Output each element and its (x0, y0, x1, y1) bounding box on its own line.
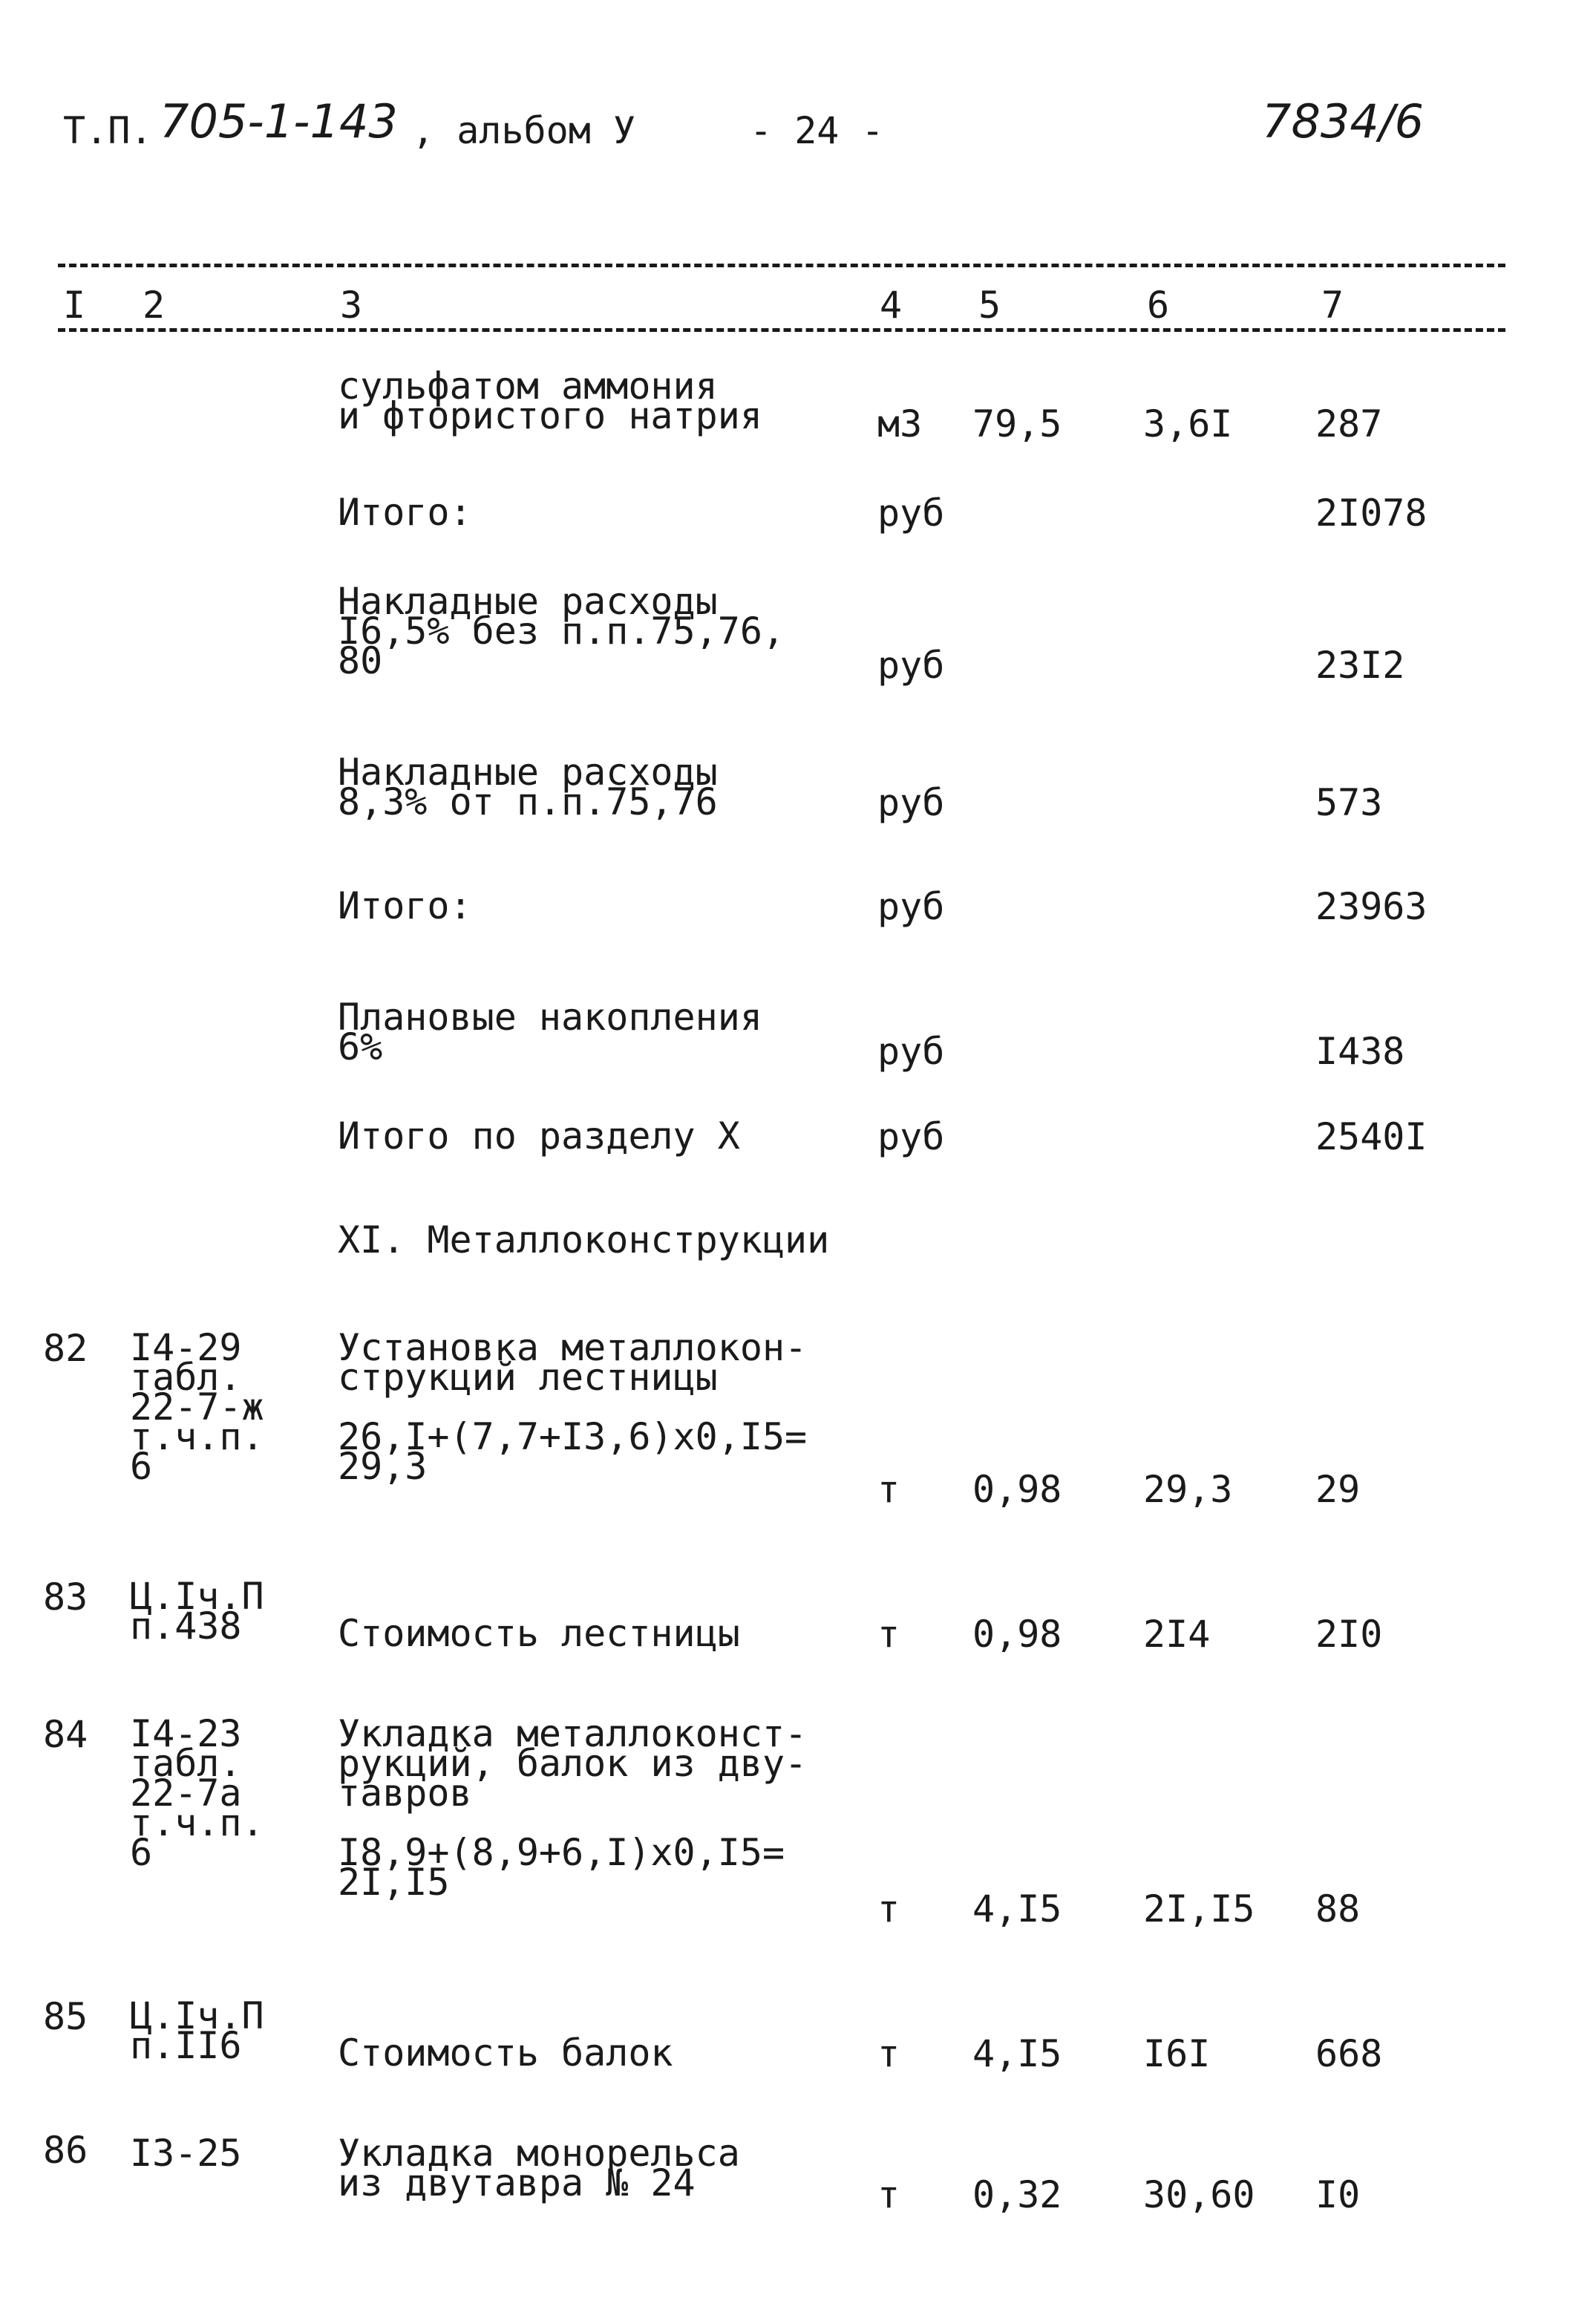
row-quantity: 0,32 (972, 2173, 1062, 2216)
page-number: - 24 - (750, 109, 884, 152)
row-reference: Ц.Iч.П п.438 (130, 1575, 264, 1648)
header-rule-bottom (58, 328, 1505, 332)
row-description: Накладные расходы 8,3% от п.п.75,76 (338, 751, 718, 823)
column-header-1: I (63, 284, 86, 327)
column-header-5: 5 (978, 284, 1001, 327)
row-reference: I4-29 табл. 22-7-ж т.ч.п. 6 (130, 1326, 264, 1488)
row-quantity: 4,I5 (972, 1887, 1062, 1930)
row-description: Установка металлокон- струкций лестницы 26,I+(7,7+I3,6)х0,I5= 29,3 (338, 1326, 808, 1488)
row-unit-price: 2I4 (1143, 1613, 1211, 1656)
row-unit: руб (877, 1030, 945, 1073)
column-header-3: 3 (340, 284, 363, 327)
column-header-6: 6 (1147, 284, 1170, 327)
row-unit: руб (877, 644, 945, 687)
row-total: 287 (1315, 402, 1383, 445)
row-total: 23I2 (1315, 644, 1405, 687)
row-unit: т (877, 1613, 900, 1656)
row-quantity: 4,I5 (972, 2032, 1062, 2075)
column-header-4: 4 (880, 284, 903, 327)
row-number: 86 (43, 2129, 88, 2172)
row-total: 2I078 (1315, 492, 1427, 535)
row-quantity: 0,98 (972, 1468, 1062, 1511)
row-description: Итого: (338, 884, 472, 927)
row-unit-price: 2I,I5 (1143, 1887, 1255, 1930)
column-header-2: 2 (143, 284, 166, 327)
row-unit: руб (877, 885, 945, 928)
row-description: Укладка металлоконст- рукций, балок из дву- тавров I8,9+(8,9+6,I)х0,I5= 2I,I5 (338, 1712, 808, 1904)
row-quantity: 0,98 (972, 1613, 1062, 1656)
section-heading: XI. Металлоконструкции (338, 1218, 830, 1261)
row-unit: м3 (877, 402, 923, 445)
row-total: 668 (1315, 2032, 1383, 2075)
row-unit-price: 30,60 (1143, 2173, 1255, 2216)
row-total: I438 (1315, 1030, 1405, 1073)
row-number: 82 (43, 1327, 88, 1370)
tp-prefix: Т.П. (63, 109, 153, 152)
row-unit-price: 29,3 (1143, 1468, 1233, 1511)
row-unit: т (877, 1887, 900, 1930)
row-description: Итого: (338, 491, 472, 534)
row-description: Укладка монорельса из двутавра № 24 (338, 2132, 740, 2204)
album-label: , альбом У (412, 109, 636, 152)
row-reference: I3-25 (130, 2132, 242, 2175)
row-reference: Ц.Iч.П п.II6 (130, 1994, 264, 2067)
header-rule-top (58, 264, 1505, 267)
row-number: 85 (43, 1995, 88, 2038)
row-description: Стоимость лестницы (338, 1612, 740, 1655)
row-total: 573 (1315, 781, 1383, 824)
row-description: Накладные расходы I6,5% без п.п.75,76, 80 (338, 580, 785, 682)
column-header-7: 7 (1321, 284, 1344, 327)
row-number: 84 (43, 1713, 88, 1756)
row-unit: руб (877, 1115, 945, 1158)
row-total: 23963 (1315, 885, 1427, 928)
row-description: Стоимость балок (338, 2031, 673, 2075)
row-reference: I4-23 табл. 22-7а т.ч.п. 6 (130, 1712, 264, 1874)
row-unit: т (877, 2032, 900, 2075)
row-unit: т (877, 1468, 900, 1511)
row-total: 88 (1315, 1887, 1361, 1930)
document-code: 7834/6 (1262, 94, 1425, 148)
tp-number: 705-1-143 (160, 94, 398, 148)
row-total: 2540I (1315, 1115, 1427, 1158)
row-number: 83 (43, 1576, 88, 1619)
row-unit: руб (877, 781, 945, 824)
row-unit: т (877, 2173, 900, 2216)
row-unit-price: 3,6I (1143, 402, 1233, 445)
row-total: I0 (1315, 2173, 1361, 2216)
row-quantity: 79,5 (972, 402, 1062, 445)
row-total: 2I0 (1315, 1613, 1383, 1656)
row-unit-price: I6I (1143, 2032, 1211, 2075)
row-description: сульфатом аммония и фтористого натрия (338, 365, 762, 437)
row-description: Итого по разделу X (338, 1114, 740, 1158)
row-total: 29 (1315, 1468, 1361, 1511)
row-description: Плановые накопления 6% (338, 996, 762, 1068)
row-unit: руб (877, 492, 945, 535)
